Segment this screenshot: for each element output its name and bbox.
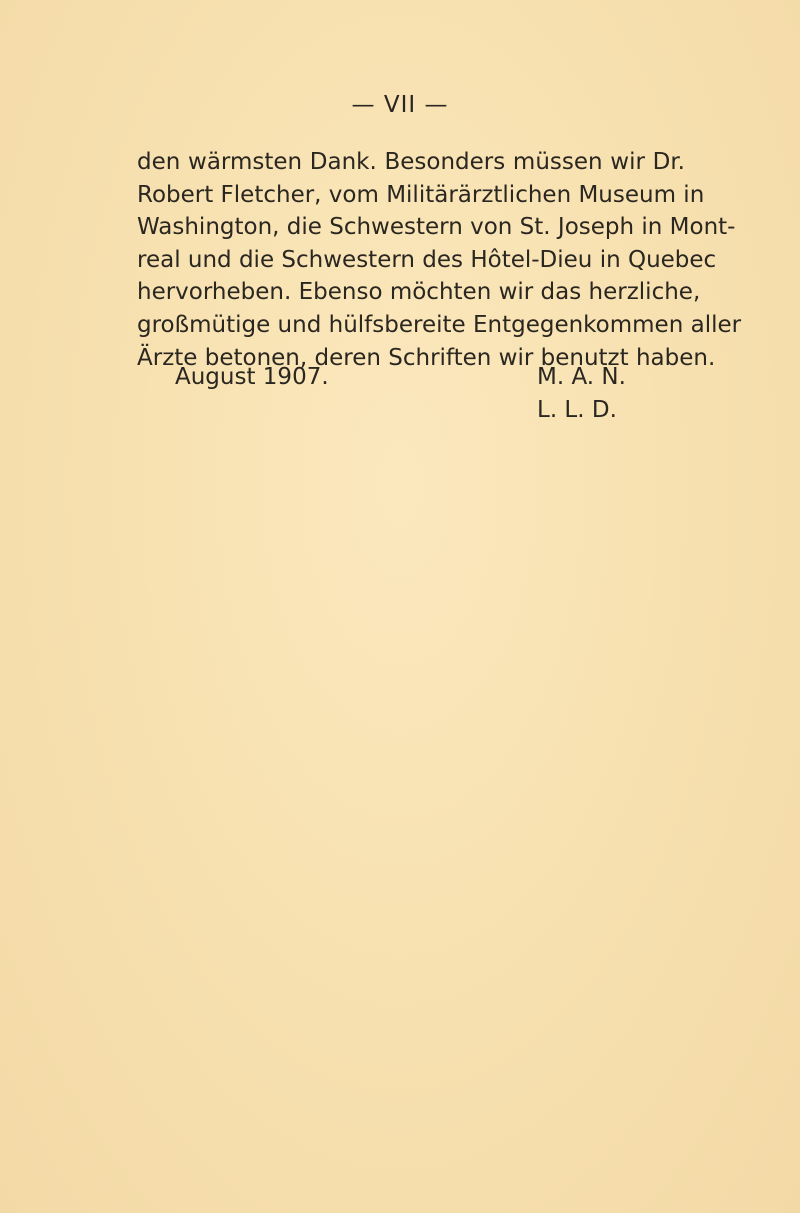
text-line: hervorheben. Ebenso möchten wir das herzliche, — [137, 279, 701, 306]
text-line: großmütige und hülfsbereite Entgegenkommen aller — [137, 311, 742, 338]
text-line: den wärmsten Dank. Besonders müssen wir Dr. — [137, 149, 685, 175]
page-number: — VII — — [351, 92, 449, 118]
text-line: real und die Schwestern des Hôtel-Dieu in Quebec — [137, 246, 717, 273]
body-paragraph — [137, 146, 742, 374]
signoff-date: August 1907. — [175, 364, 329, 390]
author-initials: M. A. N. — [537, 364, 626, 390]
signoff-initials — [537, 361, 626, 426]
author-initials: L. L. D. — [537, 396, 617, 423]
text-line: Ärzte betonen, deren Schriften wir benutzt haben. — [137, 344, 716, 371]
text-line: Robert Fletcher, vom Militärärztlichen Museum in — [137, 181, 705, 208]
text-line: Washington, die Schwestern von St. Joseph in Mont- — [137, 214, 736, 241]
